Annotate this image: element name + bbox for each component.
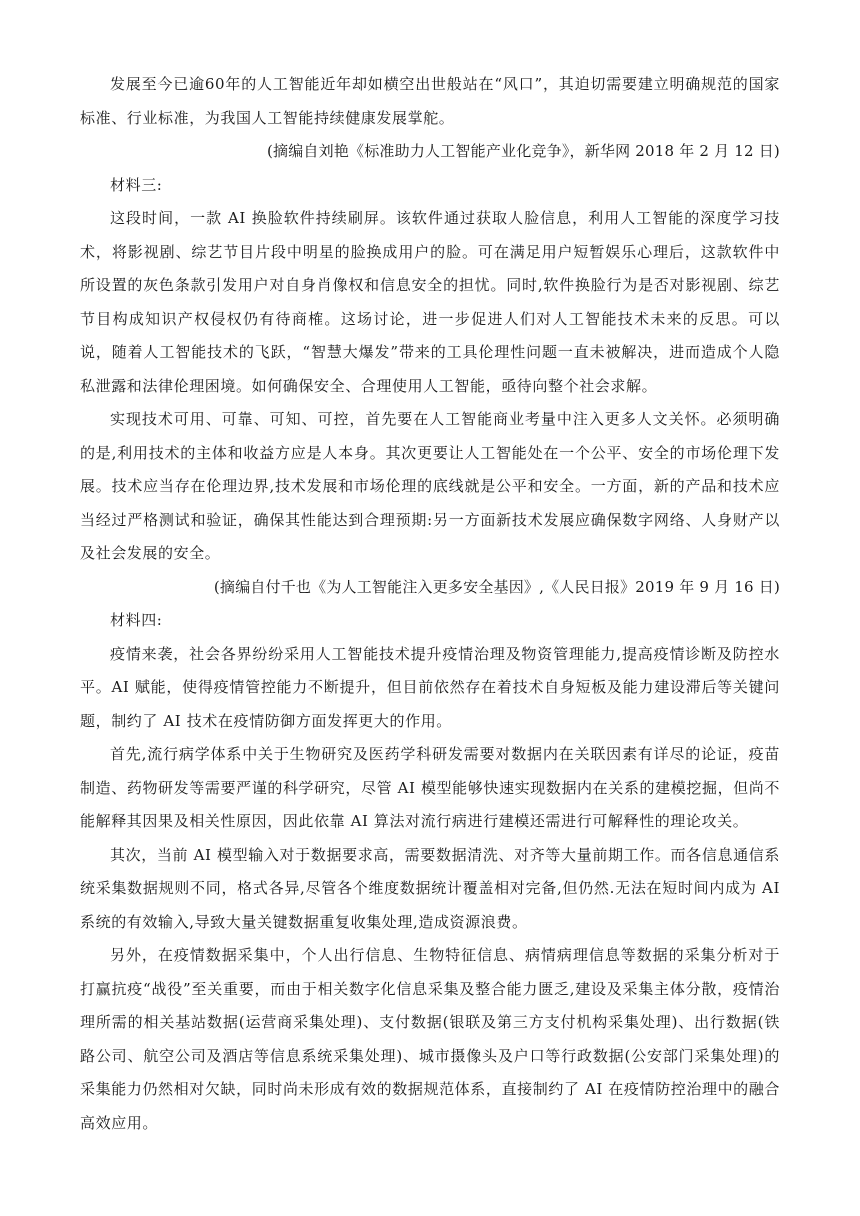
source-citation-3: (摘编自付千也《为人工智能注入更多安全基因》,《人民日报》2019 年 9 月 16 日) bbox=[213, 577, 780, 596]
material-3-heading: 材料三: bbox=[110, 175, 163, 194]
document-page bbox=[80, 68, 780, 1140]
material-4-heading: 材料四: bbox=[110, 611, 163, 629]
material-3-paragraph-1: 这段时间，一款 AI 换脸软件持续刷屏。该软件通过获取人脸信息，利用人工智能的深度学习技术，将影视剧、综艺节目片段中明星的脸换成用户的脸。可在满足用户短暂娱乐心理后，这款软件中所设置的灰色条款引发用户对自身肖像权和信息安全的担忧。同时,软件换脸行为是否对影视剧、综艺节目构成知识产权侵权仍有待商榷。这场讨论，进一步促进人们对人工智能技术未来的反思。可以说，随着人工智能技术的飞跃，“智慧大爆发”带来的工具伦理性问题一直未被解决，进而造成个人隐私泄露和法律伦理困境。如何确保安全、合理使用人工智能，亟待向整个社会求解。 bbox=[80, 209, 780, 395]
material-4-paragraph-1: 疫情来袭，社会各界纷纷采用人工智能技术提升疫情治理及物资管理能力,提高疫情诊断及防控水平。AI 赋能，使得疫情管控能力不断提升，但目前依然存在着技术自身短板及能力建设滞后等关键问题，制约了 AI 技术在疫情防御方面发挥更大的作用。 bbox=[80, 644, 780, 730]
source-citation-2: (摘编自刘艳《标准助力人工智能产业化竞争》，新华网 2018 年 2 月 12 日) bbox=[266, 142, 780, 160]
material-3-paragraph-2: 实现技术可用、可靠、可知、可控，首先要在人工智能商业考量中注入更多人文关怀。必须明确的是,利用技术的主体和收益方应是人本身。其次更要让人工智能处在一个公平、安全的市场伦理下发展。技术应当存在伦理边界,技术发展和市场伦理的底线就是公平和安全。一方面，新的产品和技术应当经过严格测试和验证，确保其性能达到合理预期:另一方面新技术发展应确保数字网络、人身财产以及社会发展的安全。 bbox=[80, 410, 780, 562]
material-4-paragraph-3: 其次，当前 AI 模型输入对于数据要求高，需要数据清洗、对齐等大量前期工作。而各信息通信系统采集数据规则不同，格式各异,尽管各个维度数据统计覆盖相对完备,但仍然.无法在短时间内成为 AI 系统的有效输入,导致大量关键数据重复收集处理,造成资源浪费。 bbox=[80, 845, 780, 931]
intro-paragraph: 发展至今已逾60年的人工智能近年却如横空出世般站在“风口”，其迫切需要建立明确规范的国家标准、行业标准，为我国人工智能持续健康发展掌舵。 bbox=[80, 75, 780, 127]
material-4-paragraph-4: 另外，在疫情数据采集中，个人出行信息、生物特征信息、病情病理信息等数据的采集分析对于打赢抗疫“战役”至关重要，而由于相关数字化信息采集及整合能力匮乏,建设及采集主体分散，疫情治理所需的相关基站数据(运营商采集处理)、支付数据(银联及第三方支付机构采集处理)、出行数据(铁路公司、航空公司及酒店等信息系统采集处理)、城市摄像头及户口等行政数据(公安部门采集处理)的采集能力仍然相对欠缺，同时尚未形成有效的数据规范体系，直接制约了 AI 在疫情防控治理中的融合高效应用。 bbox=[80, 946, 780, 1132]
material-4-paragraph-2: 首先,流行病学体系中关于生物研究及医药学科研发需要对数据内在关联因素有详尽的论证，疫苗制造、药物研发等需要严谨的科学研究，尽管 AI 模型能够快速实现数据内在关系的建模挖掘，但尚不能解释其因果及相关性原因，因此依靠 AI 算法对流行病进行建模还需进行可解释性的理论攻关。 bbox=[80, 745, 780, 830]
